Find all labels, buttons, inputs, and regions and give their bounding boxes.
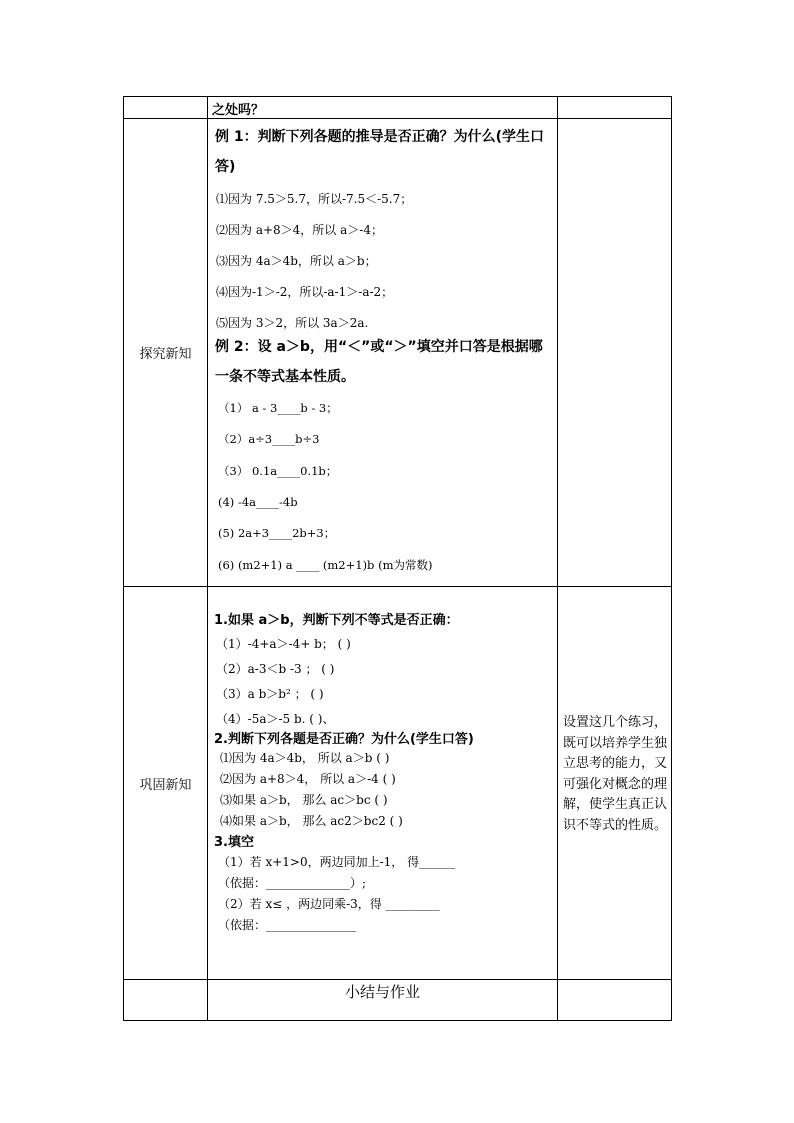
consolidate-row: [124, 587, 672, 980]
q2-item: ⑵因为 a+8＞4， 所以 a＞-4 ( ): [220, 772, 396, 786]
q3-item: （1）若 x+1>0，两边同加上-1， 得______: [218, 855, 456, 869]
example1-item: ⑵因为 a+8＞4，所以 a＞-4；: [216, 223, 383, 237]
example2-item: （1） a - 3____b - 3；: [218, 401, 338, 415]
consolidate-note-cell: [558, 587, 672, 980]
example2-item: (6) (m2+1) a ____ (m2+1)b (m为常数): [218, 558, 433, 572]
q2-item: ⑴因为 4a＞4b， 所以 a＞b ( ): [220, 751, 390, 765]
q2-title: 2.判断下列各题是否正确？为什么(学生口答): [214, 732, 474, 747]
q1-item: （2）a-3＜b -3 ； ( ): [216, 662, 335, 676]
q2-item: ⑶如果 a＞b， 那么 ac＞bc ( ): [220, 793, 388, 807]
continuation-note-cell: [558, 97, 672, 119]
teaching-note: 设置这几个练习，既可以培养学生独立思考的能力，又可强化对概念的理解，使学生真正认识不等式的性质。: [563, 715, 668, 833]
summary-row: [124, 980, 672, 1021]
q1-item: （3）a b＞b² ； ( ): [216, 687, 324, 701]
q1-title: 1.如果 a＞b，判断下列不等式是否正确：: [214, 613, 459, 628]
q3-title: 3.填空: [214, 835, 254, 850]
summary-label-cell: [124, 980, 208, 1021]
example2-title-line1: 例 2：设 a＞b，用“＜”或“＞”填空并口答是根据哪: [215, 339, 543, 355]
q2-item: ⑷如果 a＞b， 那么 ac2＞bc2 ( ): [220, 814, 403, 828]
continuation-text-cell: [208, 97, 558, 119]
example2-title-line2: 一条不等式基本性质。: [215, 369, 355, 385]
example1-title-line1: 例 1：判断下列各题的推导是否正确？为什么(学生口: [215, 129, 545, 145]
explore-row: [124, 119, 672, 587]
q1-item: （4）-5a＞-5 b. ( )、: [216, 712, 335, 726]
explore-content: [208, 119, 558, 587]
q3-item: （2）若 x≤ ，两边同乘-3，得 _________: [218, 897, 440, 911]
continuation-label-cell: [124, 97, 208, 119]
example1-item: ⑸因为 3＞2，所以 3a＞2a.: [216, 316, 369, 330]
example2-item: （3） 0.1a____0.1b；: [218, 464, 338, 478]
example1-item: ⑶因为 4a＞4b，所以 a＞b；: [216, 254, 377, 268]
summary-note-cell: [558, 980, 672, 1021]
summary-content: [208, 980, 558, 1021]
example2-item: （2）a÷3____b÷3: [218, 432, 320, 446]
consolidate-label: 巩固新知: [124, 587, 208, 980]
example1-title-line2: 答): [215, 159, 236, 175]
q1-item: （1）-4+a＞-4+ b； ( ): [216, 637, 351, 651]
summary-title: 小结与作业: [344, 983, 420, 1001]
example2-item: (5) 2a+3____2b+3；: [218, 526, 336, 540]
example1-item: ⑷因为-1＞-2，所以-a-1＞-a-2；: [216, 285, 394, 299]
example1-item: ⑴因为 7.5＞5.7，所以-7.5＜-5.7；: [216, 192, 413, 206]
continuation-row: [124, 97, 672, 119]
lesson-table: [123, 96, 672, 1021]
explore-note-cell: [558, 119, 672, 587]
q3-item: （依据：_______________: [218, 918, 357, 932]
explore-label: 探究新知: [124, 119, 208, 587]
example2-item: (4) -4a____-4b: [218, 495, 298, 509]
consolidate-content: [208, 587, 558, 980]
q3-item: （依据：______________）;: [218, 876, 367, 890]
continuation-text: 之处吗？: [212, 103, 265, 118]
